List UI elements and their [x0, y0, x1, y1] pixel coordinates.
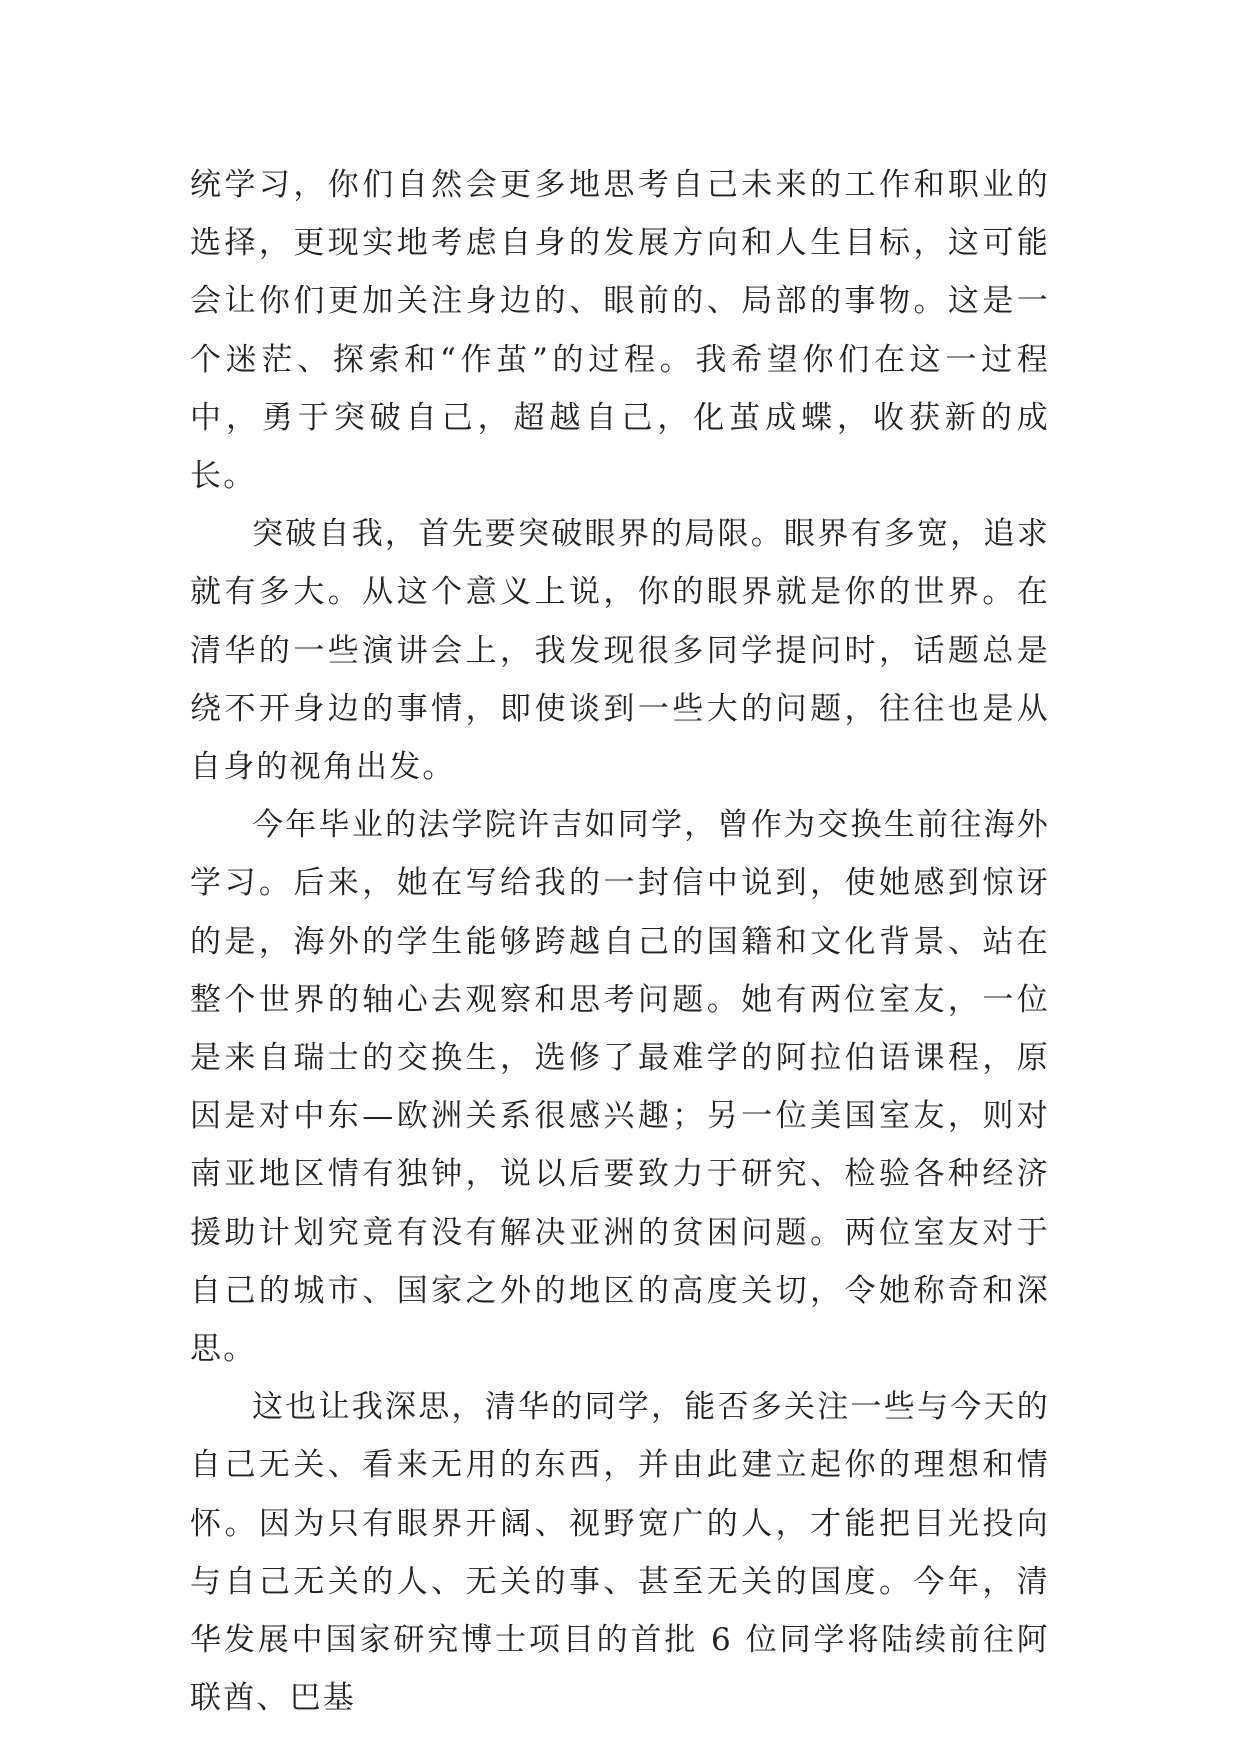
body-text — [190, 156, 1050, 1727]
paragraph-4: 这也让我深思，清华的同学，能否多关注一些与今天的自己无关、看来无用的东西，并由此建立起你的理想和情怀。因为只有眼界开阔、视野宽广的人，才能把目光投向与自己无关的人、无关的事、甚至无关的国度。今年，清华发展中国家研究博士项目的首批 6 位同学将陆续前往阿联酋、巴基 — [190, 1389, 1050, 1717]
paragraph-3: 今年毕业的法学院许吉如同学，曾作为交换生前往海外学习。后来，她在写给我的一封信中说到，使她感到惊讶的是，海外的学生能够跨越自己的国籍和文化背景、站在整个世界的轴心去观察和思考问题。她有两位室友，一位是来自瑞士的交换生，选修了最难学的阿拉伯语课程，原因是对中东—欧洲关系很感兴趣；另一位美国室友，则对南亚地区情有独钟，说以后要致力于研究、检验各种经济援助计划究竟有没有解决亚洲的贫困问题。两位室友对于自己的城市、国家之外的地区的高度关切，令她称奇和深思。 — [190, 807, 1050, 1368]
paragraph-2: 突破自我，首先要突破眼界的局限。眼界有多宽，追求就有多大。从这个意义上说，你的眼界就是你的世界。在清华的一些演讲会上，我发现很多同学提问时，话题总是绕不开身边的事情，即使谈到一些大的问题，往往也是从自身的视角出发。 — [190, 516, 1050, 786]
paragraph-1: 统学习，你们自然会更多地思考自己未来的工作和职业的选择，更现实地考虑自身的发展方向和人生目标，这可能会让你们更加关注身边的、眼前的、局部的事物。这是一个迷茫、探索和“作茧”的过程。我希望你们在这一过程中，勇于突破自己，超越自己，化茧成蝶，收获新的成长。 — [190, 167, 1050, 495]
